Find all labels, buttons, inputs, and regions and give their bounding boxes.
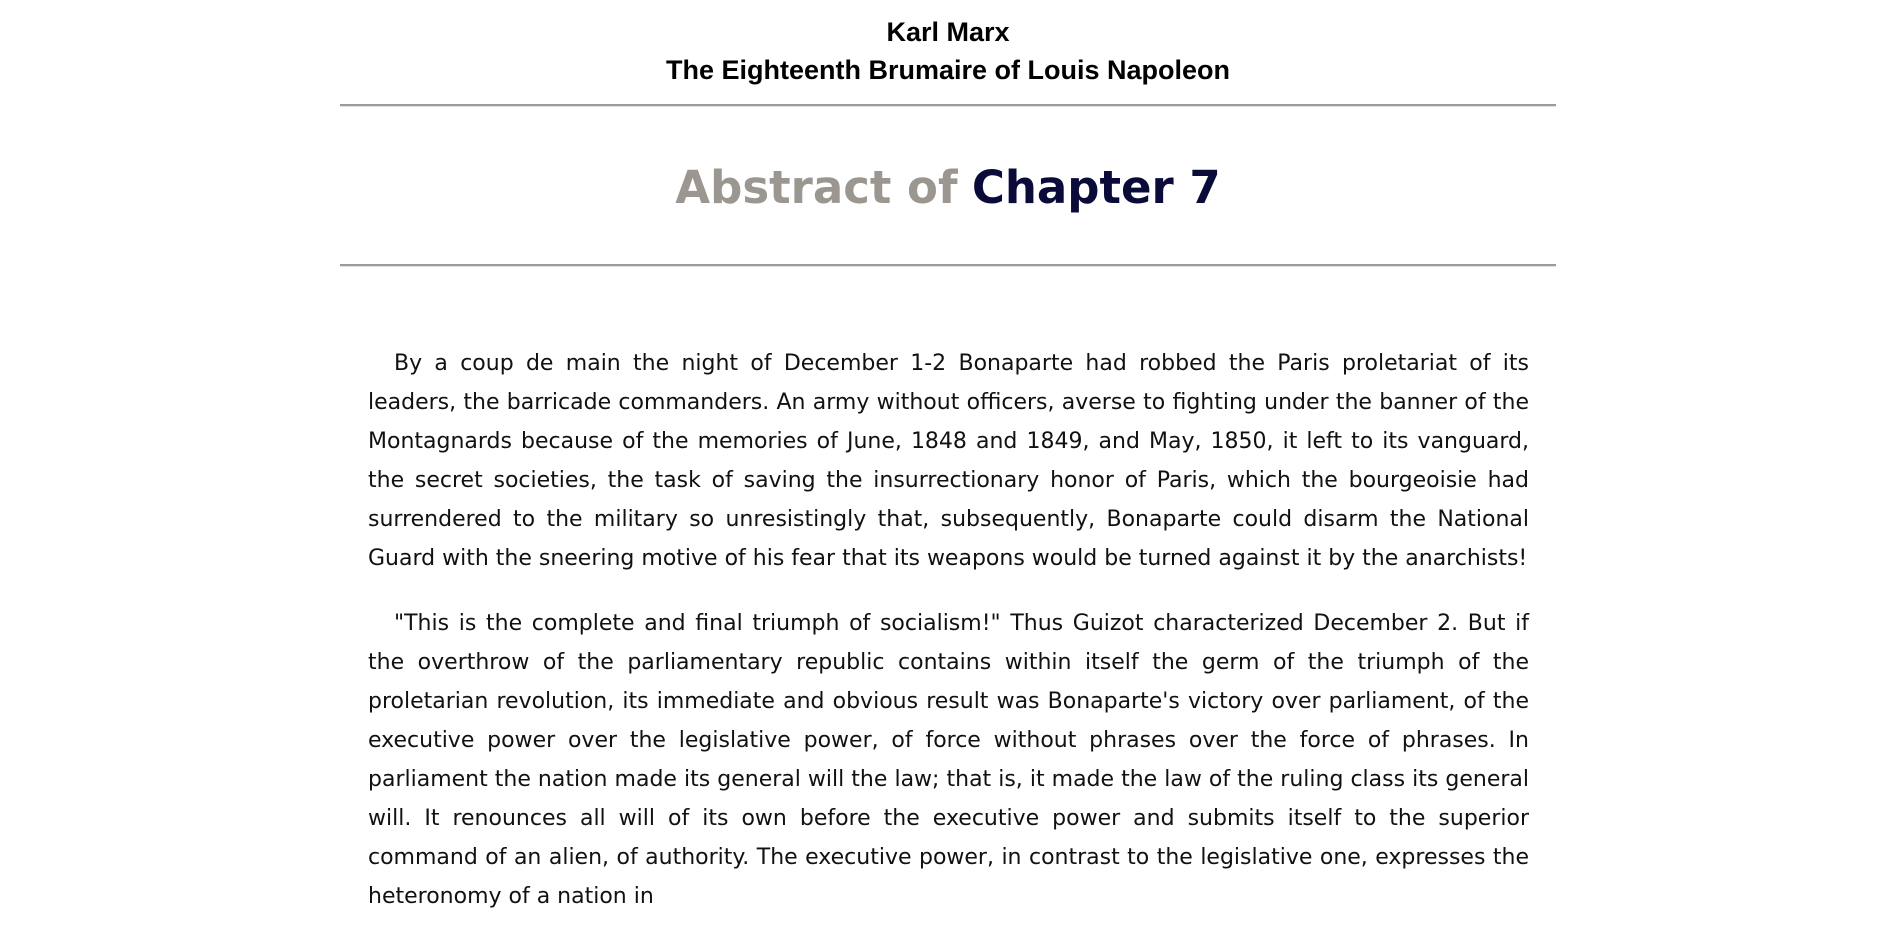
article-body bbox=[368, 344, 1529, 942]
document-header bbox=[340, 14, 1556, 88]
chapter-divider bbox=[340, 264, 1556, 267]
work-title: The Eighteenth Brumaire of Louis Napoleon bbox=[665, 55, 1231, 85]
chapter-prefix: Abstract of bbox=[675, 161, 958, 214]
author-name: Karl Marx bbox=[886, 17, 1010, 47]
paragraph: By a coup de main the night of December 1-2 Bonaparte had robbed the Paris proletariat of its leaders, the barricade commanders. An army without officers, averse to fighting under the banner of the Montagnards because of the memories of June, 1848 and 1849, and May, 1850, it left to its vanguard, the secret societies, the task of saving the insurrectionary honor of Paris, which the bourgeoisie had surrendered to the military so unresistingly that, subsequently, Bonaparte could disarm the National Guard with the sneering motive of his fear that its weapons would be turned against it by the anarchists! bbox=[368, 351, 1529, 571]
chapter-title: Chapter 7 bbox=[971, 161, 1221, 214]
paragraph: "This is the complete and final triumph of socialism!" Thus Guizot characterized December 2. But if the overthrow of the parliamentary republic contains within itself the germ of the triumph of the proletarian revolution, its immediate and obvious result was Bonaparte's victory over parliament, of the executive power over the legislative power, of force without phrases over the force of phrases. In parliament the nation made its general will the law; that is, it made the law of the ruling class its general will. It renounces all will of its own before the executive power and submits itself to the superior command of an alien, of authority. The executive power, in contrast to the legislative one, expresses the heteronomy of a nation in bbox=[368, 611, 1529, 909]
chapter-heading bbox=[340, 160, 1556, 216]
header-divider bbox=[340, 104, 1556, 107]
